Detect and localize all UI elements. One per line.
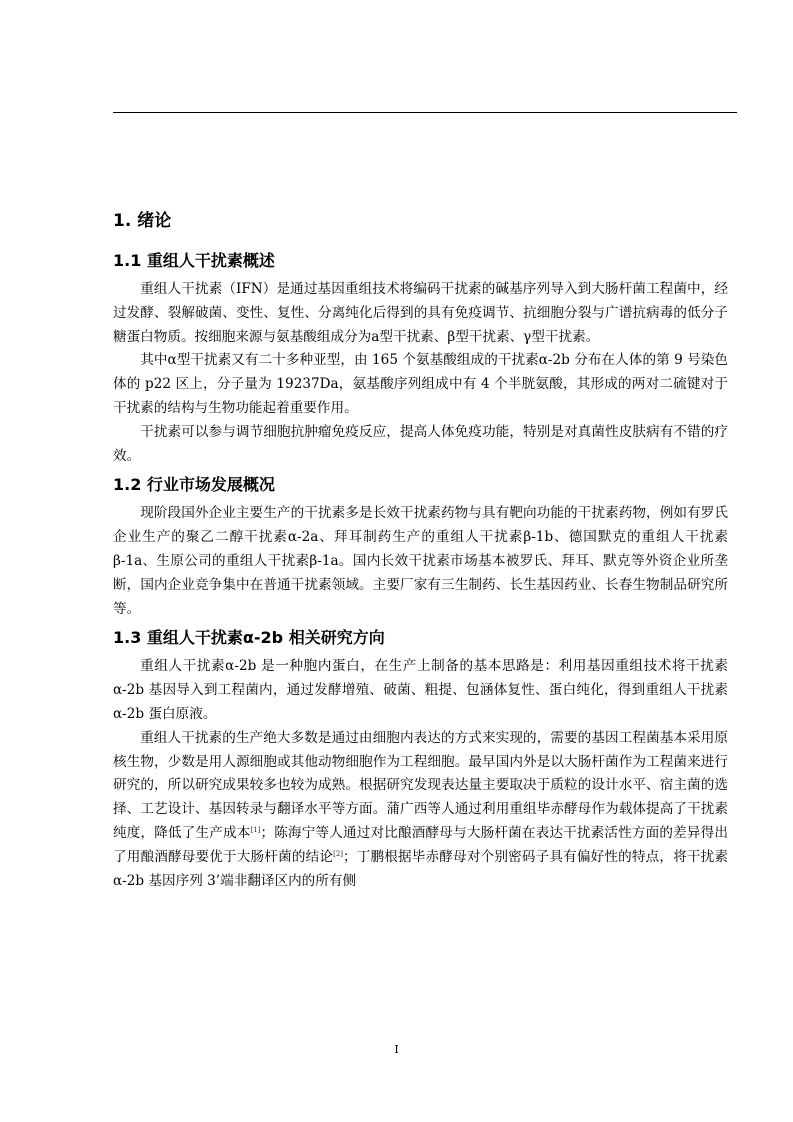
section-heading: 1.1 重组人干扰素概述 [113, 251, 275, 270]
paragraph-text: 重组人干扰素（IFN）是通过基因重组技术将编码干扰素的碱基序列导入到大肠杆菌工程菌中，经过发酵、裂解破菌、变性、复性、分离纯化后得到的具有免疫调节、抗细胞分裂与广谱抗病毒的低分子糖蛋白物质。按细胞来源与氨基酸组成分为a型干扰素、β型干扰素、γ型干扰素。 [113, 281, 728, 345]
body-paragraph [113, 278, 728, 349]
body-paragraph [113, 421, 728, 469]
paragraph-text: 干扰素可以参与调节细胞抗肿瘤免疫反应，提高人体免疫功能，特别是对真菌性皮肤病有不错的疗效。 [113, 423, 728, 464]
body-paragraph [113, 349, 728, 420]
body-paragraph [113, 727, 728, 894]
paragraph-text: 重组人干扰素α-2b 是一种胞内蛋白，在生产上制备的基本思路是：利用基因重组技术将干扰素α-2b 基因导入到工程菌内，通过发酵增殖、破菌、粗提、包涵体复性、蛋白纯化，得到重组人干扰素α-2b 蛋白原液。 [113, 658, 728, 722]
citation-marker: [2] [333, 849, 344, 858]
paragraph-text: 重组人干扰素的生产绝大多数是通过由细胞内表达的方式来实现的，需要的基因工程菌基本采用原核生物，少数是用人源细胞或其他动物细胞作为工程细胞。最早国内外是以大肠杆菌作为工程菌来进行研究的，所以研究成果较多也较为成熟。根据研究发现表达量主要取决于质粒的设计水平、宿主菌的选择、工艺设计、基因转录与翻译水平等方面。蒲广西等人通过利用重组毕赤酵母作为载体提高了干扰素纯度，降低了生产成本 [113, 729, 728, 841]
sections-container [113, 244, 728, 893]
section-heading: 1.3 重组人干扰素α-2b 相关研究方向 [113, 628, 385, 648]
section-heading: 1.2 行业市场发展概况 [113, 475, 275, 495]
header-rule [113, 112, 737, 113]
citation-marker: [1] [250, 825, 261, 834]
page-number: I [394, 1043, 399, 1056]
body-paragraph [113, 502, 728, 621]
body-paragraph [113, 655, 728, 726]
paragraph-text: ；丁鹏根据毕赤酵母对个别密码子具有偏好性的特点，将干扰素α-2b 基因序列 3’端非翻译区内的所有侧 [113, 848, 729, 889]
chapter-title: 1. 绪论 [113, 211, 172, 231]
paragraph-text: 现阶段国外企业主要生产的干扰素多是长效干扰素药物与具有靶向功能的干扰素药物，例如有罗氏企业生产的聚乙二醇干扰素α-2a、拜耳制药生产的重组人干扰素β-1b、德国默克的重组人干扰素β-1a、生原公司的重组人干扰素β-1a。国内长效干扰素市场基本被罗氏、拜耳、默克等外资企业所垄断，国内企业竞争集中在普通干扰素领域。主要厂家有三生制药、长生基因药业、长春生物制品研究所等。 [113, 505, 728, 617]
paragraph-text: ；陈海宁等人通过对比酿酒酵母与大肠杆菌在表达干扰素活性方面的差异得出了用酿酒酵母要优于大肠杆菌的结论 [113, 824, 729, 865]
paragraph-text: 其中α型干扰素又有二十多种亚型，由 165 个氨基酸组成的干扰素α-2b 分布在人体的第 9 号染色体的 p22 区上，分子量为 19237Da，氨基酸序列组成中有 4 个半胱氨酸，其形成的两对二硫键对于干扰素的结构与生物功能起着重要作用。 [113, 352, 728, 416]
page-content [113, 200, 728, 893]
